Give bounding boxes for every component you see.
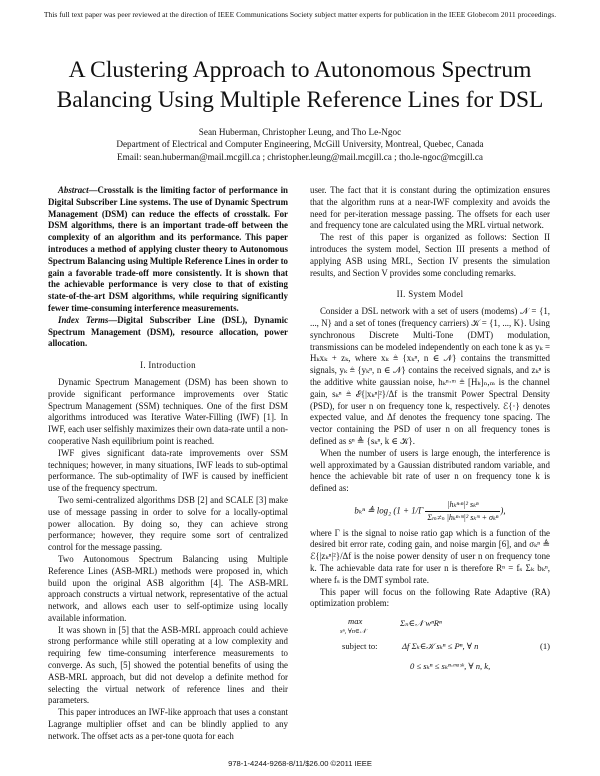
model-paragraph-4: This paper will focus on the following Rate Adaptive (RA) optimization problem: xyxy=(310,586,550,609)
continued-paragraph: user. The fact that it is constant during the optimization ensures that the algorithm runs at a near-IWF complexity and avoids the need for per-iteration message passing. The offsets for each user and frequency tone are calculated using the MRL virtual network. xyxy=(310,185,550,231)
opt-max: max xyxy=(348,616,363,627)
right-column xyxy=(310,185,550,678)
bitrate-numerator: |hₖⁿ·ⁿ|² sₖⁿ xyxy=(425,499,500,512)
bitrate-lhs: bₖⁿ ≜ log₂ xyxy=(354,505,392,516)
opt-constraint-power: Δf Σₖ∈𝒦 sₖⁿ ≤ Pⁿ, ∀ n xyxy=(402,641,479,652)
optimization-problem xyxy=(310,614,550,678)
author-block xyxy=(40,126,560,163)
intro-paragraph-2: IWF gives significant data-rate improvements over SSM techniques; however, in many situations, IWF leads to sub-optimal performance. The sub-optimality of IWF is caused by inefficient use of the frequency spectrum. xyxy=(48,447,288,494)
organization-paragraph: The rest of this paper is organized as follows: Section II introduces the system model, Section III presents a method of applying ASB using MRL, Section IV presents the simulation results, and Section V provides some concluding remarks. xyxy=(310,232,550,278)
copyright-footer: 978-1-4244-9268-8/11/$26.00 ©2011 IEEE xyxy=(228,759,372,768)
intro-paragraph-4: Two Autonomous Spectrum Balancing using Multiple Reference Lines (ASB-MRL) methods were proposed in, which build upon the original ASB algorithm [4]. The ASB-MRL approach constructs a virtual network, representative of the actual network, and allows each user to self-optimize using locally available information. xyxy=(48,553,288,623)
left-column xyxy=(48,185,288,743)
bitrate-prefix: 1 + 1/Γ xyxy=(396,505,424,516)
index-terms-text: —Digital Subscriber Line (DSL), Dynamic Spectrum Management (DSM), resource allocation, power allocation. xyxy=(48,314,288,349)
intro-paragraph-1: Dynamic Spectrum Management (DSM) has been shown to provide significant performance improvements over Static Spectrum Management (SSM) techniques. One of the first DSM algorithms introduced was Iterative Water-Filling (IWF) [1]. In IWF, each user selfishly maximizes their own data-rate until a non-cooperative Nash equilibrium point is reached. xyxy=(48,376,288,446)
index-terms-label: Index Terms xyxy=(58,314,109,325)
intro-paragraph-3: Two semi-centralized algorithms DSB [2] and SCALE [3] make use of message passing in order to solve for a locally-optimal power allocation. By doing so, they can achieve strong performance; however, they require some sort of centralized control for the message passing. xyxy=(48,494,288,553)
index-terms xyxy=(48,315,288,350)
opt-constraint-mask: 0 ≤ sₖⁿ ≤ sₖⁿ·ᵐᵃˢᵏ, ∀ n, k, xyxy=(410,661,491,672)
email-line: Email: sean.huberman@mail.mcgill.ca ; christopher.leung@mail.mcgill.ca ; tho.le-ngoc@mcgill.ca xyxy=(117,151,483,162)
model-paragraph-2: When the number of users is large enough, the interference is well approximated by a Gaussian distributed random variable, and hence the achievable bit rate of user n on frequency tone k is defined as: xyxy=(310,447,550,494)
title-line-2: Balancing Using Multiple Reference Lines for DSL xyxy=(56,87,544,113)
model-paragraph-1: Consider a DSL network with a set of users (modems) 𝒩 = {1, ..., N} and a set of tones (frequency carriers) 𝒦 = {1, ..., K}. Using synchronous Discrete Multi-Tone (DMT) modulation, transmissions can be modeled independently on each tone k as yₖ = Hₖxₖ + zₖ, where xₖ ≜ {xₖⁿ, n ∈ 𝒩} contains the transmitted signals, yₖ ≜ {yₖⁿ, n ∈ 𝒩} contains the received signals, and zₖⁿ is the additive white gaussian noise, hₖⁿ·ᵐ ≜ [Hₖ]ₙ,ₘ is the channel gain, sₖⁿ ≜ ℰ{|xₖⁿ|²}/Δf is the transmit Power Spectral Density (PSD), for user n on frequency tone k, respectively. ℰ{·} denotes expected value, and Δf denotes the frequency tone spacing. The vector containing the PSD of user n on all frequency tones is defined as sⁿ ≜ {sₖⁿ, k ∈ 𝒦}. xyxy=(310,306,550,446)
opt-max-subscript: sⁿ, ∀n∈𝒩 xyxy=(340,628,367,636)
model-paragraph-3: where Γ is the signal to noise ratio gap which is a function of the desired bit error rate, coding gain, and noise margin [6], and σₖⁿ ≜ ℰ{|zₖⁿ|²}/Δf is the noise power density of user n on frequency tone k. The achievable data rate for user n is therefore Rⁿ = fₛ Σₖ bₖⁿ, where fₛ is the DMT symbol rate. xyxy=(310,527,550,585)
section-1-heading: I. Introduction xyxy=(140,360,196,371)
equation-number: (1) xyxy=(539,641,550,652)
intro-paragraph-6: This paper introduces an IWF-like approach that uses a constant Lagrange multiplier offset and can be blindly applied to any network. The offset acts as a per-tone quota for each xyxy=(48,707,288,741)
bitrate-denominator: Σₘ≠ₙ |hₖⁿ·ᵐ|² sₖᵐ + σₖⁿ xyxy=(427,512,499,522)
abstract-text: —Crosstalk is the limiting factor of performance in Digital Subscriber Line systems. The use of Dynamic Spectrum Management (DSM) can reduce the effects of crosstalk. For DSM algorithms, there is an important trade-off between the complexity of an algorithm and its performance. This paper introduces a method of applying cluster theory to Autonomous Spectrum Balancing using Multiple Reference Lines in order to gain a favorable trade-off more consistently. It is shown that the achievable performance is very close to that of existing state-of-the-art DSM algorithms, while requiring significantly fewer time-consuming interference measurements. xyxy=(48,185,288,313)
bitrate-fraction xyxy=(425,499,500,524)
paper-title xyxy=(40,55,560,115)
section-2-heading: II. System Model xyxy=(396,289,464,300)
affiliation: Department of Electrical and Computer Engineering, McGill University, Montreal, Quebec, Canada xyxy=(116,139,484,150)
title-line-1: A Clustering Approach to Autonomous Spectrum xyxy=(68,57,532,83)
abstract xyxy=(48,185,288,315)
bitrate-equation: bₖⁿ ≜ log₂ (1 + 1/Γ $\frac{\text{|hₖⁿ·ⁿ|² sₖⁿ}}{\text{Σₘ≠ₙ |hₖⁿ·ᵐ|² sₖᵐ + σₖⁿ}}$ ), xyxy=(354,499,506,522)
intro-paragraph-5: It was shown in [5] that the ASB-MRL approach could achieve strong performance while still operating at a low complexity and requiring few time-consuming interference measurements to converge. As such, [5] showed the potential benefits of using the ASB-MRL approach, but did not develop a definite method for selecting the virtual network of reference lines and their parameters. xyxy=(48,624,288,706)
peer-review-note: This full text paper was peer reviewed at the direction of IEEE Communications Society subject matter experts for publication in the IEEE Globecom 2011 proceedings. xyxy=(43,10,557,19)
author-names: Sean Huberman, Christopher Leung, and Tho Le-Ngoc xyxy=(198,127,402,137)
opt-subject-to: subject to: xyxy=(342,641,378,652)
abstract-label: Abstract xyxy=(58,185,89,195)
opt-objective: Σₙ∈𝒩 wⁿRⁿ xyxy=(400,618,442,629)
